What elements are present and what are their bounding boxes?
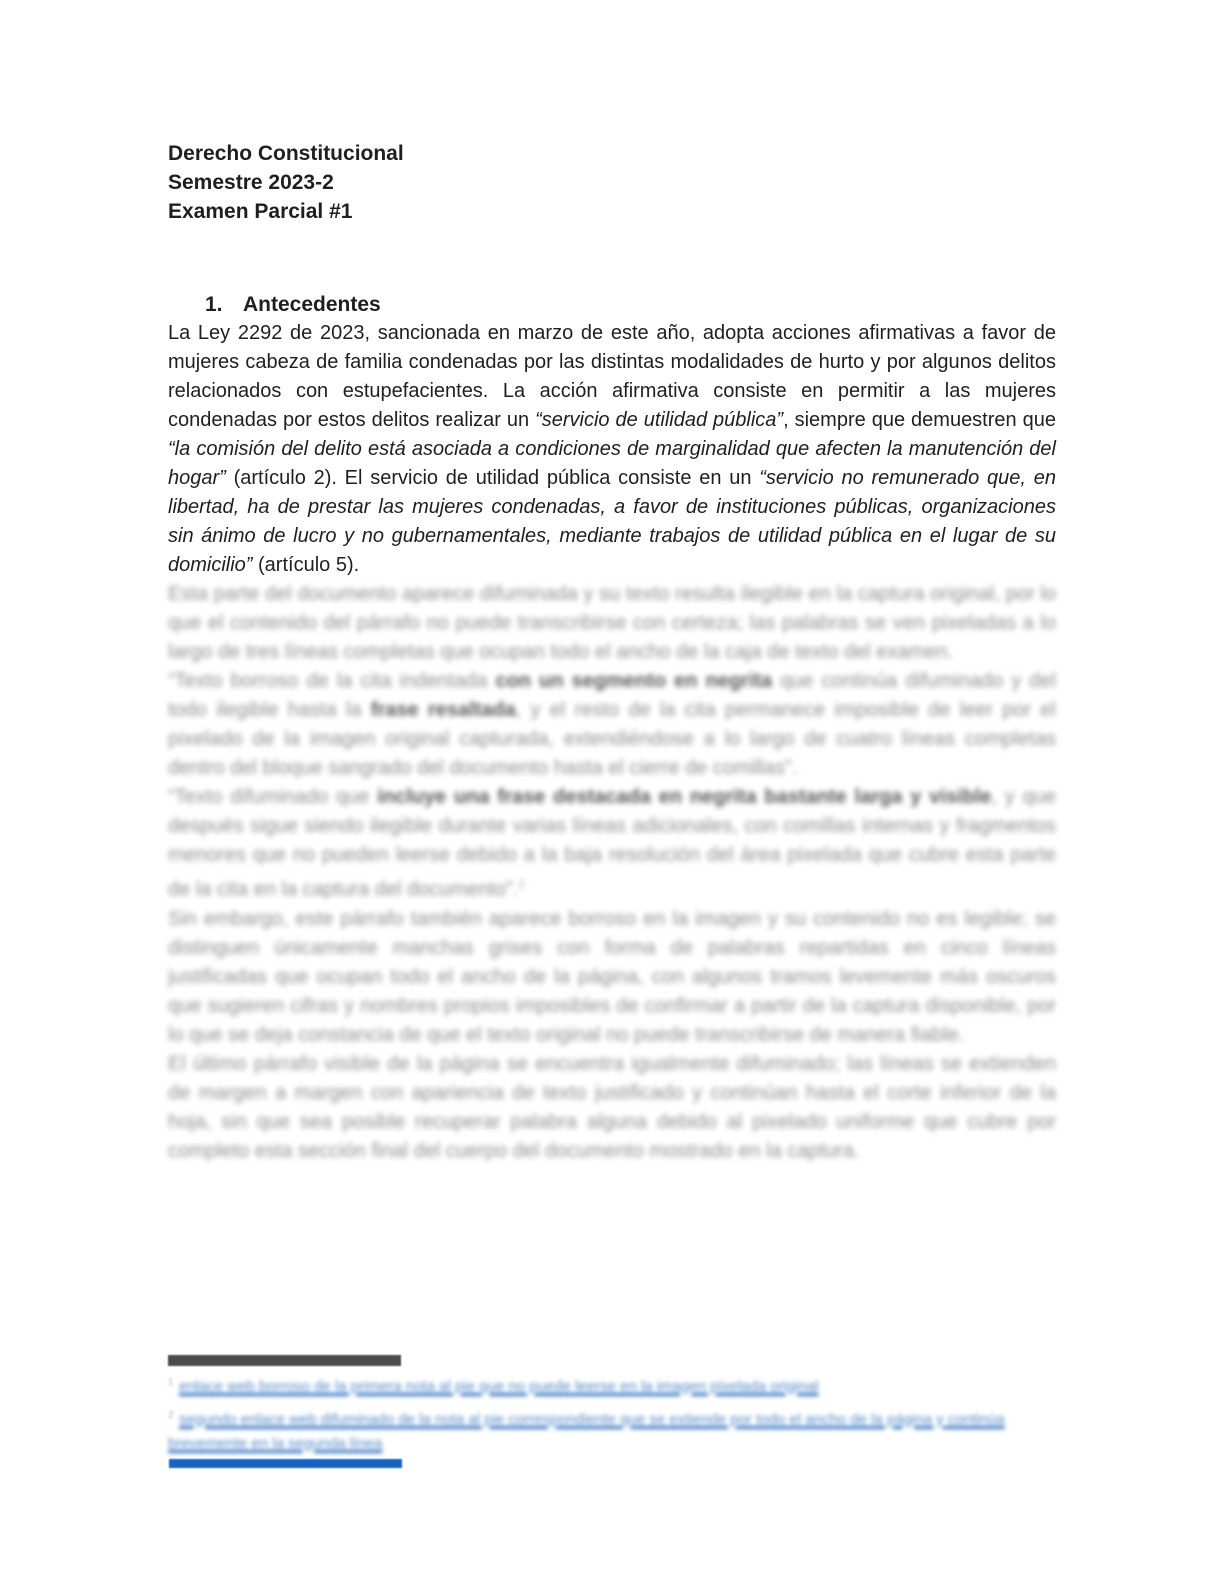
blurred-bold-text: incluye una frase destacada en negrita bastante larga y visible [377, 786, 992, 808]
footnote-blurred-link-bar[interactable] [169, 1459, 402, 1468]
intro-text: (artículo 5). [252, 554, 360, 576]
section-title: Antecedentes [243, 293, 381, 316]
blurred-text: “Texto difuminado que [168, 786, 378, 808]
blurred-text: “Texto borroso de la cita indentada [168, 670, 496, 692]
intro-text: La Ley 2292 de 2023, sancionada en marzo de este año, adopta acciones afirmativas a favor de mujeres cabeza de familia condenadas por las distintas modalidades de hurto y por algunos delitos relacionados con estupefacientes. La acción afirmativa consiste en permitir a las mujeres condenadas por estos delitos realizar un [168, 322, 1056, 431]
blurred-bold-text: frase resaltada [370, 699, 516, 721]
blurred-blockquote-2 [168, 783, 1056, 905]
blurred-bold-text: con un segmento en negrita [495, 670, 773, 692]
header-semester: Semestre 2023-2 [168, 171, 334, 194]
blurred-paragraph-1: Esta parte del documento aparece difuminada y su texto resulta ilegible en la captura original, por lo que el contenido del párrafo no puede transcribirse con certeza; las palabras se ven pixeladas a lo largo de tres líneas completas que ocupan todo el ancho de la caja de texto del examen. [168, 583, 1056, 663]
legal-quote: “servicio de utilidad pública” [535, 409, 784, 431]
footnote-reference: 1 [518, 877, 525, 891]
blurred-paragraph-3: El último párrafo visible de la página se encuentra igualmente difuminado; las líneas se extienden de margen a margen con apariencia de texto justificado y continúan hasta el corte inferior de la hoja, sin que sea posible recuperar palabra alguna debido al pixelado uniforme que cubre por completo esta sección final del cuerpo del documento mostrado en la captura. [168, 1052, 1056, 1162]
section-heading-antecedentes [168, 290, 1056, 319]
footnote-separator-line [168, 1355, 401, 1366]
blurred-text: , y el resto de la cita permanece imposible de leer por el pixelado de la imagen original capturada, extendiéndose a lo largo de cuatro líneas completas dentro del bloque sangrado del documento hasta el cierre de comillas”. [168, 699, 1056, 779]
intro-paragraph [168, 319, 1056, 580]
footnote-section [168, 1355, 1056, 1468]
blurred-paragraph-2: Sin embargo, este párrafo también aparece borroso en la imagen y su contenido no es legible; se distinguen únicamente manchas grises con forma de palabras repartidas en cinco líneas justificadas que ocupan todo el ancho de la página, con algunos tramos levemente más oscuros que sugieren cifras y nombres propios imposibles de confirmar a partir de la captura disponible, por lo que se deja constancia de que el texto original no puede transcribirse de manera fiable. [168, 907, 1056, 1046]
blurred-blockquote-1 [168, 667, 1056, 783]
legal-quote: “servicio no remunerado que, en libertad, ha de prestar las mujeres condenadas, a favor de instituciones públicas, organizaciones sin ánimo de lucro y no gubernamentales, mediante trabajos de utilidad pública en el lugar de su domicilio” [168, 467, 1056, 576]
intro-text: , siempre que demuestren que [783, 409, 1056, 431]
footnote-2 [168, 1404, 1056, 1468]
footnote-link-1[interactable]: enlace web borroso de la primera nota al pie que no puede leerse en la imagen pixelada original [179, 1378, 819, 1395]
header-course-title: Derecho Constitucional [168, 142, 404, 165]
blurred-text: , y que después sigue siendo ilegible durante varias líneas adicionales, con comillas internas y fragmentos menores que no pueden leerse debido a la baja resolución del área pixelada que cubre esta parte de la cita en la captura del documento”. [168, 786, 1057, 901]
legal-quote: “la comisión del delito está asociada a condiciones de marginalidad que afecten la manutención del hogar” [168, 438, 1056, 489]
text-column [168, 139, 1056, 1166]
intro-text: (artículo 2). El servicio de utilidad pública consiste en un [225, 467, 760, 489]
document-header [168, 139, 1056, 226]
section-number: 1. [205, 293, 223, 316]
header-exam-title: Examen Parcial #1 [168, 200, 353, 223]
footnote-marker-1: 1 [168, 1377, 174, 1388]
blurred-text: que continúa difuminado y del todo ilegible hasta la [168, 670, 1056, 721]
footnote-link-2[interactable]: segundo enlace web difuminado de la nota al pie correspondiente que se extiende por todo el ancho de la página y continúa brevemente en la segunda línea [168, 1411, 1005, 1452]
footnote-marker-2: 2 [168, 1410, 174, 1421]
footnote-1 [168, 1371, 1056, 1399]
